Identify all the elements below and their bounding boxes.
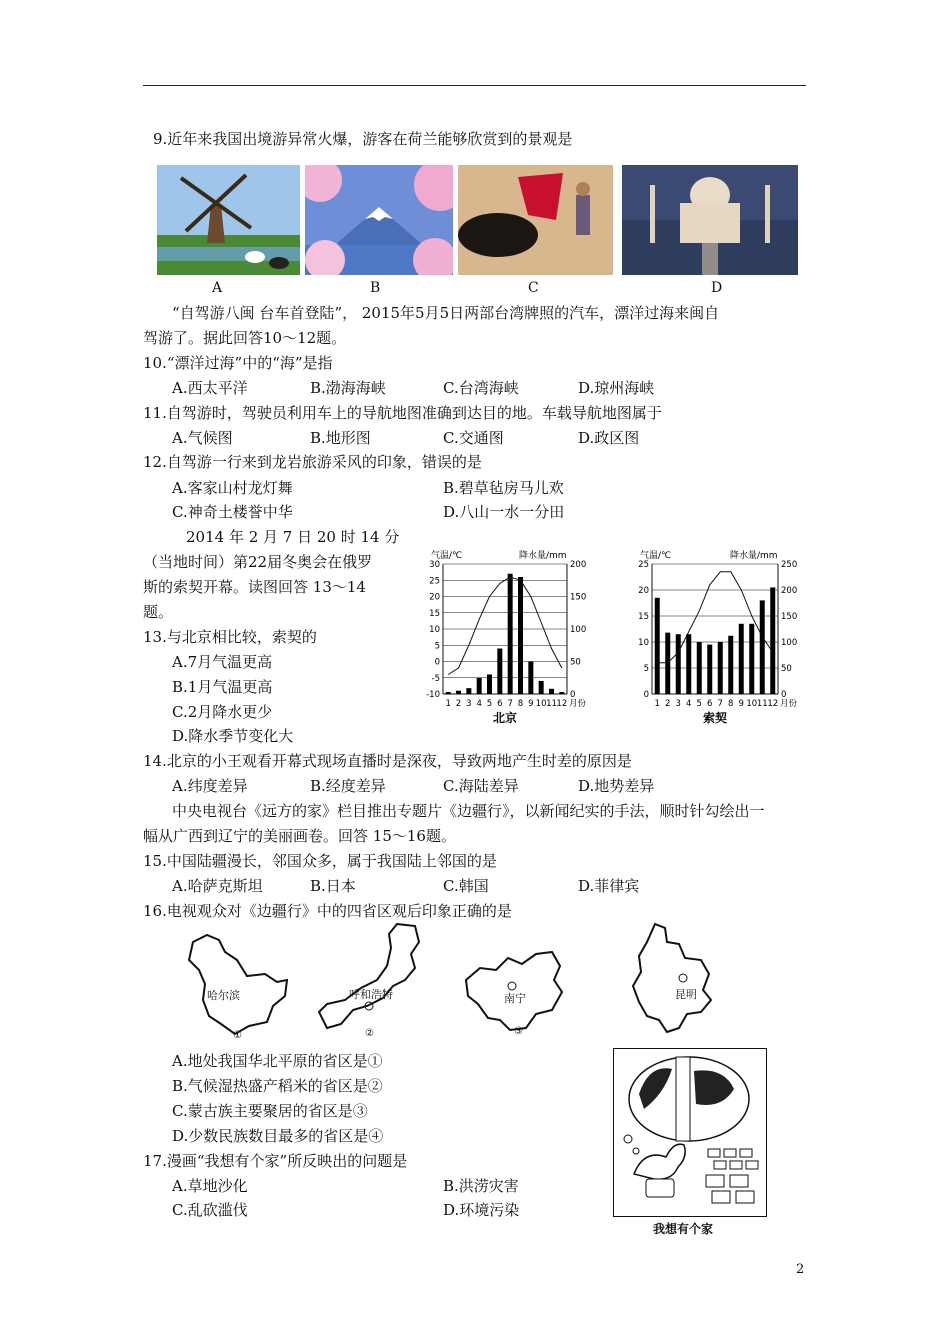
temperature-line [657, 572, 773, 663]
chart-right-tick: 100 [570, 625, 587, 635]
chart-right-tick: 100 [781, 638, 798, 648]
intro2-line2: （当地时间）第22届冬奥会在俄罗 [143, 553, 373, 571]
province-map-heilongjiang [185, 930, 295, 1045]
map4-city: 昆明 [675, 988, 697, 1001]
chart-x-tick: 8 [517, 699, 524, 709]
q17-option-c[interactable]: C.乱砍滥伐 [172, 1201, 248, 1219]
q10-option-c[interactable]: C.台湾海峡 [443, 379, 519, 397]
sochi-climate-chart [628, 548, 808, 728]
q14-option-b[interactable]: B.经度差异 [310, 777, 386, 795]
province-map-inner-mongolia [315, 920, 440, 1040]
precipitation-bar [676, 634, 681, 694]
precipitation-bar [665, 633, 670, 694]
q17-option-a[interactable]: A.草地沙化 [172, 1177, 248, 1195]
chart-x-tick: 1 [445, 699, 451, 709]
chart-x-unit: 月份 [569, 699, 587, 709]
precipitation-bar [508, 574, 513, 694]
precipitation-bar [686, 634, 691, 694]
chart-left-tick: 5 [643, 664, 649, 674]
q9-stem: 9.近年来我国出境游异常火爆，游客在荷兰能够欣赏到的景观是 [153, 130, 573, 148]
chart-left-tick: 0 [643, 690, 649, 700]
q16-option-c[interactable]: C.蒙古族主要聚居的省区是③ [172, 1102, 368, 1120]
chart-left-tick: 25 [638, 560, 649, 570]
map2-number: ② [365, 1028, 374, 1039]
chart-x-tick: 5 [696, 699, 702, 709]
q9-option-c[interactable]: C [528, 280, 539, 296]
q13-option-c[interactable]: C.2月降水更少 [172, 703, 273, 721]
q13-option-b[interactable]: B.1月气温更高 [172, 678, 273, 696]
chart-left-tick: -10 [426, 690, 440, 700]
q16-stem: 16.电视观众对《边疆行》中的四省区观后印象正确的是 [143, 902, 512, 920]
q15-option-d[interactable]: D.菲律宾 [578, 877, 640, 895]
map3-city: 南宁 [504, 992, 526, 1005]
chart-x-tick: 12 [767, 699, 779, 709]
q10-option-d[interactable]: D.琼州海峡 [578, 379, 655, 397]
q14-stem: 14.北京的小王观看开幕式现场直播时是深夜，导致两地产生时差的原因是 [143, 752, 632, 770]
chart-left-tick: 25 [429, 576, 440, 587]
intro3-line2: 幅从广西到辽宁的美丽画卷。回答 15～16题。 [143, 827, 456, 845]
precipitation-bar [487, 675, 492, 695]
chart-left-tick: 30 [429, 560, 440, 570]
precipitation-bar [446, 692, 451, 694]
chart-x-tick: 9 [528, 699, 534, 709]
precipitation-bar [559, 692, 564, 694]
chart-x-tick: 7 [717, 699, 723, 709]
q13-option-d[interactable]: D.降水季节变化大 [172, 727, 294, 745]
chart-right-tick: 50 [570, 657, 581, 668]
chart-ylabel-left: 气温/℃ [640, 551, 672, 561]
precipitation-bar [466, 688, 471, 694]
chart-x-tick: 4 [686, 699, 692, 709]
chart-right-tick: 0 [781, 690, 787, 700]
q10-option-b[interactable]: B.渤海海峡 [310, 379, 386, 397]
chart-x-tick: 6 [707, 699, 713, 709]
chart-x-tick: 3 [466, 699, 472, 709]
precipitation-bar [528, 662, 533, 695]
q16-option-d[interactable]: D.少数民族数目最多的省区是④ [172, 1127, 384, 1145]
chart-title: 索契 [702, 711, 728, 725]
q16-option-b[interactable]: B.气候湿热盛产稻米的省区是② [172, 1077, 383, 1095]
chart-left-tick: 15 [429, 608, 440, 619]
q17-option-d[interactable]: D.环境污染 [443, 1201, 520, 1219]
q17-stem: 17.漫画“我想有个家”所反映出的问题是 [143, 1152, 408, 1170]
cartoon-caption: 我想有个家 [653, 1222, 714, 1236]
province-map-yunnan [625, 920, 725, 1040]
precipitation-bar [707, 645, 712, 694]
chart-x-tick: 8 [728, 699, 734, 709]
chart-x-tick: 11 [756, 699, 768, 709]
chart-right-tick: 150 [781, 612, 798, 622]
chart-ylabel-left: 气温/℃ [431, 551, 463, 561]
map1-city: 哈尔滨 [207, 989, 240, 1002]
precipitation-bar [497, 649, 502, 695]
chart-x-tick: 11 [546, 699, 557, 709]
q11-option-b[interactable]: B.地形图 [310, 429, 371, 447]
q15-stem: 15.中国陆疆漫长，邻国众多，属于我国陆上邻国的是 [143, 852, 497, 870]
precipitation-bar [760, 600, 765, 694]
map1-number: ① [233, 1030, 242, 1041]
q9-option-b[interactable]: B [370, 280, 381, 296]
chart-right-tick: 0 [570, 690, 576, 700]
q15-option-a[interactable]: A.哈萨克斯坦 [172, 877, 263, 895]
q12-option-c[interactable]: C.神奇土楼誉中华 [172, 503, 293, 521]
chart-ylabel-right: 降水量/mm [519, 551, 567, 561]
chart-left-tick: 15 [638, 612, 649, 622]
intro3-line1: 中央电视台《远方的家》栏目推出专题片《边疆行》，以新闻纪实的手法，顺时针勾绘出一 [172, 802, 765, 820]
beijing-climate-chart [415, 548, 605, 728]
intro2-line1: 2014 年 2 月 7 日 20 时 14 分 [186, 528, 400, 546]
taj-mahal-photo [622, 165, 798, 275]
q12-stem: 12.自驾游一行来到龙岩旅游采风的印象，错误的是 [143, 453, 482, 471]
chart-x-tick: 9 [738, 699, 744, 709]
bird-stump-cartoon-icon [614, 1049, 766, 1216]
q13-stem: 13.与北京相比较，索契的 [143, 628, 317, 646]
chart-ylabel-right: 降水量/mm [730, 551, 778, 561]
chart-left-tick: 20 [638, 586, 649, 596]
chart-right-tick: 250 [781, 560, 798, 570]
chart-left-tick: 0 [434, 657, 440, 668]
q10-option-a[interactable]: A.西太平洋 [172, 379, 248, 397]
map2-city: 呼和浩特 [349, 988, 393, 1001]
precipitation-bar [655, 598, 660, 694]
chart-x-tick: 3 [675, 699, 681, 709]
chart-right-tick: 50 [781, 664, 792, 674]
intro1-line1: “自驾游八闽 台车首登陆”， 2015年5月5日两部台湾牌照的汽车，漂洋过海来闽自 [172, 304, 720, 322]
cartoon-frame [613, 1048, 767, 1217]
intro2-line3: 斯的索契开幕。读图回答 13～14 [143, 578, 366, 596]
province-map-guangxi [460, 940, 570, 1040]
chart-right-tick: 200 [570, 560, 587, 570]
precipitation-bar [539, 681, 544, 694]
q11-option-a[interactable]: A.气候图 [172, 429, 233, 447]
chart-left-tick: -5 [431, 673, 440, 684]
q12-option-a[interactable]: A.客家山村龙灯舞 [172, 479, 293, 497]
map3-number: ③ [514, 1026, 523, 1037]
temperature-line [448, 577, 562, 675]
q14-option-d[interactable]: D.地势差异 [578, 777, 655, 795]
q10-stem: 10.“漂洋过海”中的“海”是指 [143, 354, 333, 372]
chart-x-tick: 5 [486, 699, 493, 709]
q16-option-a[interactable]: A.地处我国华北平原的省区是① [172, 1052, 383, 1070]
q13-option-a[interactable]: A.7月气温更高 [172, 653, 273, 671]
chart-x-tick: 2 [455, 699, 462, 709]
q12-option-d[interactable]: D.八山一水一分田 [443, 503, 565, 521]
chart-title: 北京 [492, 711, 518, 725]
chart-left-tick: 10 [638, 638, 649, 648]
q12-option-b[interactable]: B.碧草毡房马儿欢 [443, 479, 564, 497]
precipitation-bar [477, 678, 482, 694]
q17-option-b[interactable]: B.洪涝灾害 [443, 1177, 519, 1195]
precipitation-bar [456, 691, 461, 694]
precipitation-bar [739, 624, 744, 694]
q14-option-a[interactable]: A.纬度差异 [172, 777, 248, 795]
precipitation-bar [697, 642, 702, 694]
q11-option-c[interactable]: C.交通图 [443, 429, 504, 447]
precipitation-bar [518, 577, 523, 694]
chart-x-tick: 10 [535, 699, 547, 709]
mount-fuji-cherry-blossom-photo [305, 165, 453, 275]
bullfight-photo [458, 165, 613, 275]
precipitation-bar [749, 624, 754, 694]
chart-left-tick: 20 [429, 592, 440, 603]
q9-option-d[interactable]: D [711, 280, 723, 296]
precipitation-bar [770, 587, 775, 694]
chart-x-tick: 1 [654, 699, 660, 709]
q9-option-a[interactable]: A [212, 280, 223, 296]
intro1-line2: 驾游了。据此回答10～12题。 [143, 329, 347, 347]
precipitation-bar [549, 689, 554, 694]
chart-x-unit: 月份 [780, 699, 798, 709]
q11-option-d[interactable]: D.政区图 [578, 429, 640, 447]
precipitation-bar [728, 636, 733, 694]
chart-x-tick: 6 [497, 699, 503, 709]
q14-option-c[interactable]: C.海陆差异 [443, 777, 519, 795]
chart-right-tick: 150 [570, 592, 587, 603]
chart-x-tick: 7 [507, 699, 513, 709]
chart-x-tick: 2 [665, 699, 671, 709]
chart-x-tick: 10 [746, 699, 758, 709]
q15-option-b[interactable]: B.日本 [310, 877, 356, 895]
q15-option-c[interactable]: C.韩国 [443, 877, 489, 895]
chart-left-tick: 5 [434, 641, 440, 652]
header-rule [143, 85, 806, 86]
windmill-photo [157, 165, 300, 275]
chart-x-tick: 12 [556, 699, 568, 709]
chart-x-tick: 4 [476, 699, 482, 709]
chart-left-tick: 10 [429, 625, 440, 635]
page-number: 2 [796, 1262, 805, 1277]
q11-stem: 11.自驾游时，驾驶员利用车上的导航地图准确到达目的地。车载导航地图属于 [143, 404, 662, 422]
precipitation-bar [718, 642, 723, 694]
intro2-line4: 题。 [143, 603, 174, 621]
chart-right-tick: 200 [781, 586, 798, 596]
